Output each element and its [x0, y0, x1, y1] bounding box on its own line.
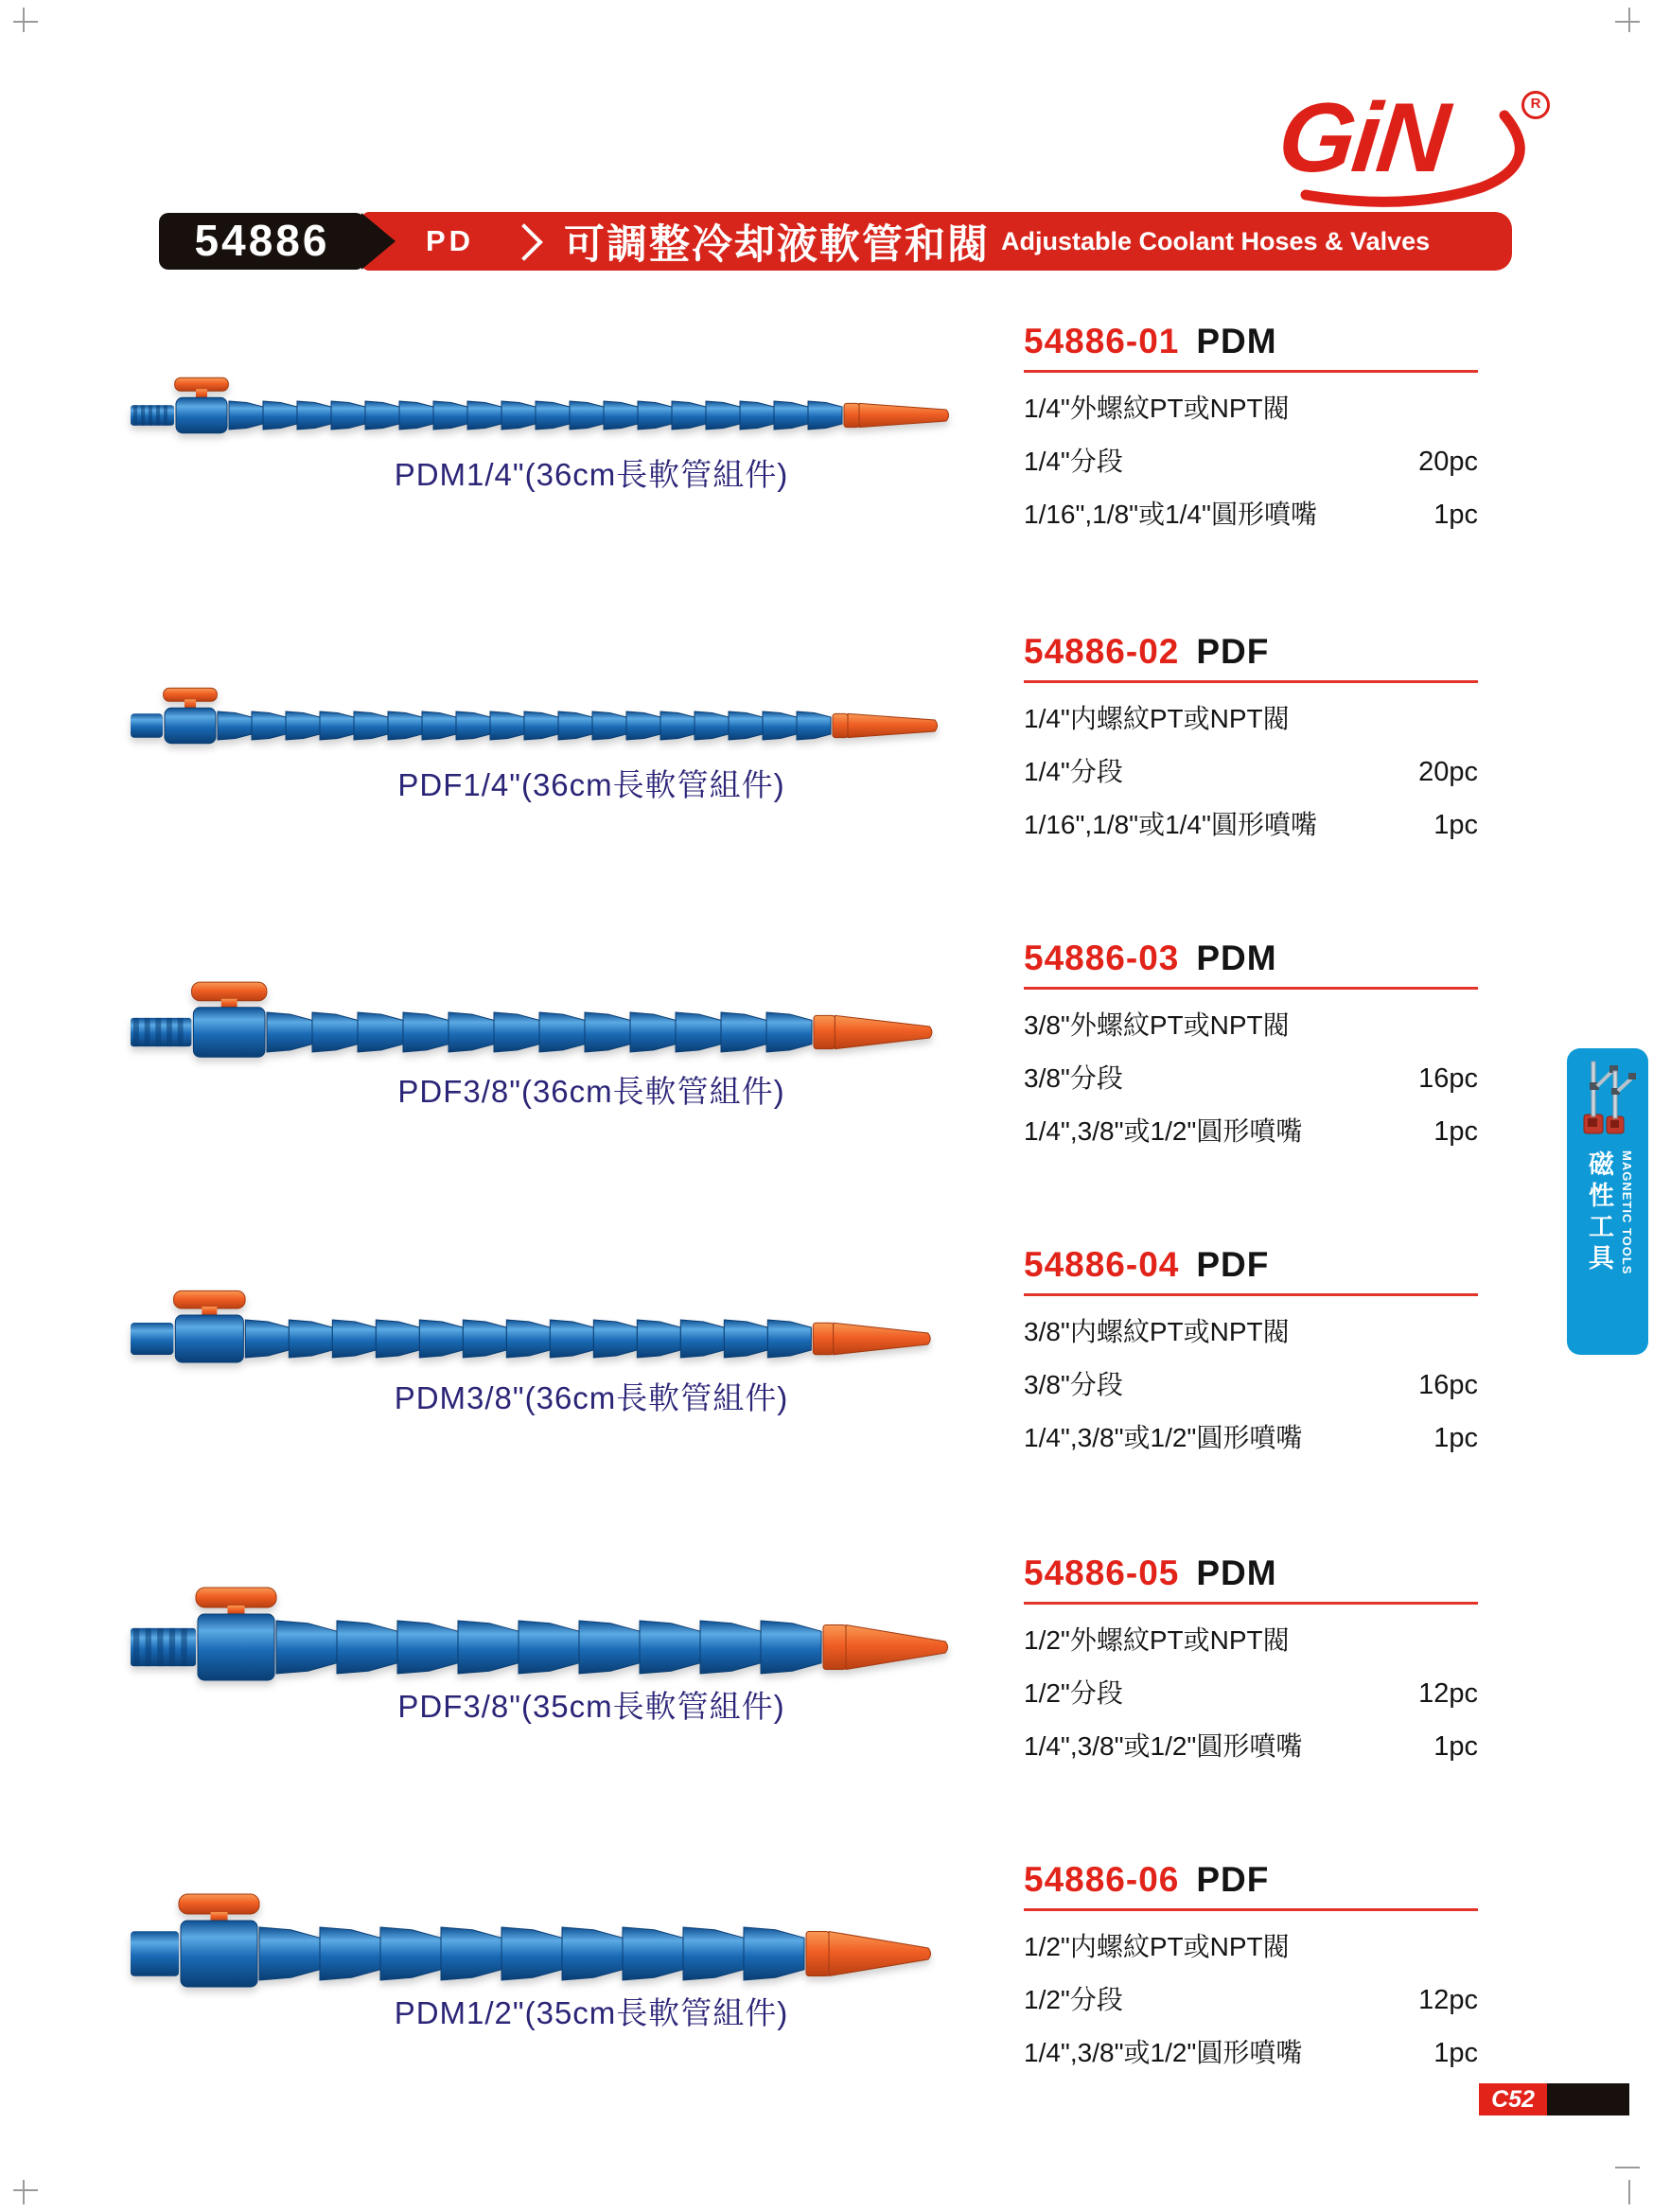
section-code: 54886 [159, 213, 365, 270]
product-spec-block [1024, 322, 1478, 532]
spec-line [1024, 698, 1478, 736]
spec-desc: 3/8"分段 [1024, 1370, 1123, 1399]
spec-desc: 1/4"外螺紋PT或NPT閥 [1024, 394, 1290, 423]
crop-mark [1628, 2180, 1630, 2204]
product-row [0, 1245, 1653, 1557]
brand-logo [1257, 83, 1559, 216]
spec-line [1024, 1726, 1478, 1764]
spec-line [1024, 1926, 1478, 1964]
spec-line [1024, 388, 1478, 426]
crop-mark [13, 2189, 38, 2191]
spec-desc: 1/16",1/8"或1/4"圓形噴嘴 [1024, 810, 1317, 839]
product-row [0, 939, 1653, 1251]
product-model: 54886-04 [1024, 1245, 1180, 1284]
spec-qty: 16pc [1418, 1063, 1478, 1094]
crop-mark [23, 8, 25, 32]
product-row [0, 632, 1653, 944]
spec-desc: 3/8"分段 [1024, 1063, 1123, 1093]
product-heading [1024, 1245, 1478, 1296]
spec-desc: 1/2"内螺紋PT或NPT閥 [1024, 1932, 1290, 1961]
spec-qty: 16pc [1418, 1370, 1478, 1400]
product-type: PDM [1196, 322, 1277, 360]
spec-line [1024, 751, 1478, 789]
product-caption: PDF1/4"(36cm長軟管組件) [397, 767, 785, 802]
product-caption: PDM1/2"(35cm長軟管組件) [394, 1995, 789, 2030]
product-type: PDF [1196, 1245, 1270, 1284]
product-row [0, 1860, 1653, 2172]
spec-qty: 1pc [1433, 2038, 1478, 2068]
spec-qty: 1pc [1433, 500, 1478, 530]
spec-qty: 12pc [1418, 1678, 1478, 1709]
spec-line [1024, 1311, 1478, 1349]
registered-trademark-icon: R [1521, 91, 1550, 119]
section-header [159, 212, 1512, 271]
spec-line [1024, 804, 1478, 842]
product-caption: PDF3/8"(36cm長軟管組件) [397, 1074, 785, 1109]
product-model: 54886-01 [1024, 322, 1180, 360]
crop-mark [23, 2180, 25, 2204]
spec-desc: 1/2"外螺紋PT或NPT閥 [1024, 1625, 1290, 1655]
spec-qty: 20pc [1418, 757, 1478, 787]
spec-line [1024, 1673, 1478, 1711]
spec-qty: 20pc [1418, 447, 1478, 477]
page-number-bar [1547, 2083, 1629, 2115]
product-type: PDF [1196, 632, 1270, 671]
spec-line [1024, 441, 1478, 479]
product-spec-block [1024, 632, 1478, 842]
spec-qty: 1pc [1433, 1731, 1478, 1762]
spec-line [1024, 1620, 1478, 1658]
spec-line [1024, 1111, 1478, 1149]
spec-desc: 1/4",3/8"或1/2"圓形噴嘴 [1024, 1731, 1303, 1761]
product-heading [1024, 1554, 1478, 1605]
side-tab-labels [1581, 1150, 1634, 1275]
spec-desc: 1/2"分段 [1024, 1678, 1123, 1708]
crop-mark [1615, 21, 1640, 23]
product-caption: PDF3/8"(35cm長軟管組件) [397, 1689, 785, 1724]
product-spec-block [1024, 939, 1478, 1149]
spec-qty: 1pc [1433, 1423, 1478, 1453]
product-heading [1024, 939, 1478, 990]
product-spec-block [1024, 1554, 1478, 1764]
section-title-en: Adjustable Coolant Hoses & Valves [1001, 226, 1431, 255]
crop-mark [1628, 8, 1630, 32]
product-model: 54886-05 [1024, 1554, 1180, 1592]
section-title [564, 212, 1430, 271]
product-spec-block [1024, 1245, 1478, 1455]
spec-line [1024, 1417, 1478, 1455]
spec-desc: 3/8"外螺紋PT或NPT閥 [1024, 1010, 1290, 1040]
spec-line [1024, 2032, 1478, 2070]
side-tab-label-en: MAGNETIC TOOLS [1620, 1150, 1634, 1275]
spec-line [1024, 1364, 1478, 1402]
product-caption: PDM3/8"(36cm長軟管組件) [394, 1380, 789, 1415]
product-heading [1024, 632, 1478, 683]
spec-desc: 1/4",3/8"或1/2"圓形噴嘴 [1024, 2038, 1303, 2067]
code-arrow-icon [361, 213, 396, 270]
product-row [0, 322, 1653, 634]
product-row [0, 1554, 1653, 1866]
spec-desc: 1/4"分段 [1024, 757, 1123, 786]
spec-desc: 1/4"分段 [1024, 447, 1123, 476]
brand-name: GiN [1273, 83, 1452, 193]
crop-mark [13, 21, 38, 23]
product-heading [1024, 1860, 1478, 1911]
product-type: PDM [1196, 1554, 1277, 1592]
page-number-badge: C52 [1479, 2083, 1547, 2115]
magnetic-stand-icon [1578, 1056, 1637, 1147]
product-type: PDM [1196, 939, 1277, 977]
spec-line [1024, 1058, 1478, 1096]
product-model: 54886-02 [1024, 632, 1180, 671]
spec-desc: 1/2"分段 [1024, 1985, 1123, 2014]
spec-desc: 3/8"内螺紋PT或NPT閥 [1024, 1317, 1290, 1346]
product-spec-block [1024, 1860, 1478, 2070]
spec-desc: 1/16",1/8"或1/4"圓形噴嘴 [1024, 500, 1317, 529]
spec-qty: 1pc [1433, 1116, 1478, 1147]
product-type: PDF [1196, 1860, 1270, 1899]
spec-line [1024, 1979, 1478, 2017]
product-heading [1024, 322, 1478, 373]
product-model: 54886-03 [1024, 939, 1180, 977]
spec-desc: 1/4",3/8"或1/2"圓形噴嘴 [1024, 1116, 1303, 1146]
series-code: PD [426, 224, 475, 257]
spec-line [1024, 494, 1478, 532]
product-model: 54886-06 [1024, 1860, 1180, 1899]
product-caption: PDM1/4"(36cm長軟管組件) [394, 457, 789, 492]
section-title-zh: 可調整冷却液軟管和閥 [564, 221, 990, 268]
spec-qty: 12pc [1418, 1985, 1478, 2015]
spec-desc: 1/4",3/8"或1/2"圓形噴嘴 [1024, 1423, 1303, 1452]
side-tab-label-zh: 磁性工具 [1585, 1150, 1613, 1275]
spec-qty: 1pc [1433, 810, 1478, 840]
spec-desc: 1/4"内螺紋PT或NPT閥 [1024, 704, 1290, 733]
spec-line [1024, 1005, 1478, 1043]
side-tab-magnetic-tools [1567, 1048, 1648, 1355]
